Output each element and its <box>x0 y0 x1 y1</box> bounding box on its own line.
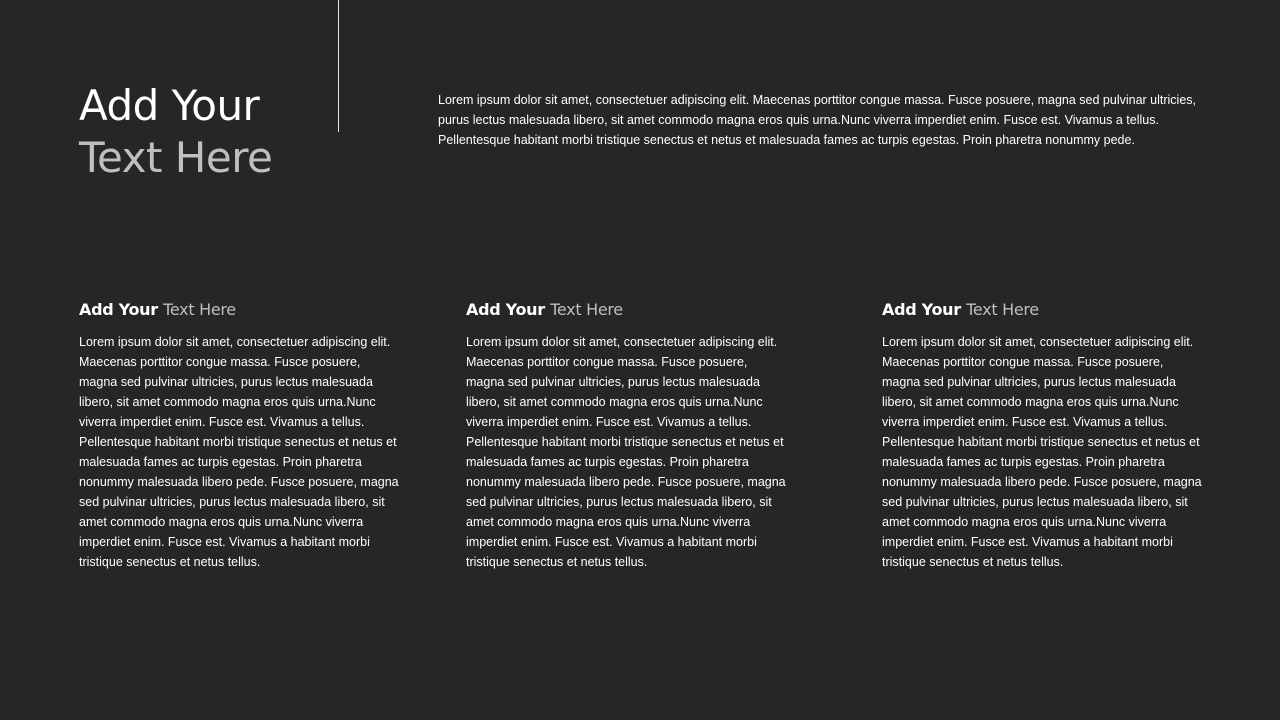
vertical-divider <box>338 0 339 132</box>
column-heading <box>882 298 1202 322</box>
column-heading-primary: Add Your <box>79 300 158 319</box>
text-column-1 <box>79 298 399 572</box>
column-heading-secondary: Text Here <box>163 300 236 319</box>
column-heading <box>79 298 399 322</box>
text-column-3 <box>882 298 1202 572</box>
title-line-secondary: Text Here <box>79 133 273 182</box>
column-body: Lorem ipsum dolor sit amet, consectetuer adipiscing elit. Maecenas porttitor congue massa. Fusce posuere, magna sed pulvinar ultricies, purus lectus malesuada libero, sit amet commodo magna eros quis urna.Nunc viverra imperdiet enim. Fusce est. Vivamus a tellus. Pellentesque habitant morbi tristique senectus et netus et malesuada fames ac turpis egestas. Proin pharetra nonummy malesuada libero pede. Fusce posuere, magna sed pulvinar ultricies, purus lectus malesuada libero, sit amet commodo magna eros quis urna.Nunc viverra imperdiet enim. Fusce est. Vivamus a habitant morbi tristique senectus et netus tellus. <box>79 335 399 569</box>
slide-title <box>79 80 319 184</box>
column-heading-primary: Add Your <box>882 300 961 319</box>
column-heading <box>466 298 786 322</box>
column-body: Lorem ipsum dolor sit amet, consectetuer adipiscing elit. Maecenas porttitor congue massa. Fusce posuere, magna sed pulvinar ultricies, purus lectus malesuada libero, sit amet commodo magna eros quis urna.Nunc viverra imperdiet enim. Fusce est. Vivamus a tellus. Pellentesque habitant morbi tristique senectus et netus et malesuada fames ac turpis egestas. Proin pharetra nonummy malesuada libero pede. Fusce posuere, magna sed pulvinar ultricies, purus lectus malesuada libero, sit amet commodo magna eros quis urna.Nunc viverra imperdiet enim. Fusce est. Vivamus a habitant morbi tristique senectus et netus tellus. <box>882 335 1202 569</box>
column-heading-secondary: Text Here <box>550 300 623 319</box>
column-heading-primary: Add Your <box>466 300 545 319</box>
column-heading-secondary: Text Here <box>966 300 1039 319</box>
text-column-2 <box>466 298 786 572</box>
intro-paragraph: Lorem ipsum dolor sit amet, consectetuer adipiscing elit. Maecenas porttitor congue massa. Fusce posuere, magna sed pulvinar ultricies, purus lectus malesuada libero, sit amet commodo magna eros quis urna.Nunc viverra imperdiet enim. Fusce est. Vivamus a tellus. Pellentesque habitant morbi tristique senectus et netus et malesuada fames ac turpis egestas. Proin pharetra nonummy pede. <box>438 93 1197 147</box>
title-line-primary: Add Your <box>79 81 260 130</box>
column-body: Lorem ipsum dolor sit amet, consectetuer adipiscing elit. Maecenas porttitor congue massa. Fusce posuere, magna sed pulvinar ultricies, purus lectus malesuada libero, sit amet commodo magna eros quis urna.Nunc viverra imperdiet enim. Fusce est. Vivamus a tellus. Pellentesque habitant morbi tristique senectus et netus et malesuada fames ac turpis egestas. Proin pharetra nonummy malesuada libero pede. Fusce posuere, magna sed pulvinar ultricies, purus lectus malesuada libero, sit amet commodo magna eros quis urna.Nunc viverra imperdiet enim. Fusce est. Vivamus a habitant morbi tristique senectus et netus tellus. <box>466 335 786 569</box>
